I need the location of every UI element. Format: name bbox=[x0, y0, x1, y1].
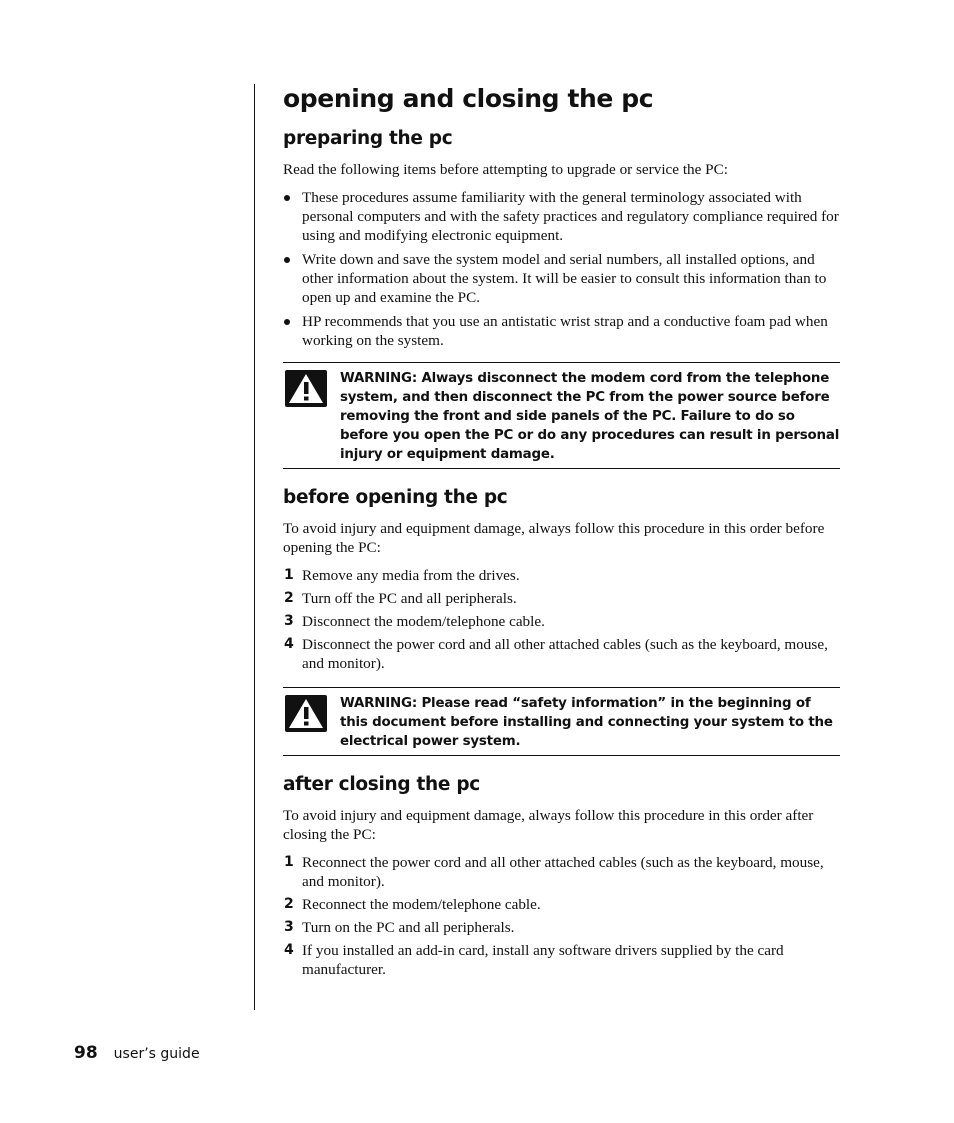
bullet-icon bbox=[284, 319, 290, 325]
step-number: 3 bbox=[284, 919, 294, 935]
section-heading-after-closing: after closing the pc bbox=[283, 774, 480, 795]
bullet-icon bbox=[284, 257, 290, 263]
preparing-bullet-list bbox=[283, 188, 840, 350]
step-number: 4 bbox=[284, 942, 294, 958]
list-item bbox=[283, 895, 840, 914]
page-content bbox=[283, 80, 840, 983]
margin-rule bbox=[254, 84, 255, 1010]
step-number: 1 bbox=[284, 854, 294, 870]
warning-triangle-icon bbox=[285, 370, 327, 407]
step-text: Turn on the PC and all peripherals. bbox=[302, 919, 515, 936]
warning-box-disconnect bbox=[283, 362, 840, 469]
list-item bbox=[283, 918, 840, 937]
list-item bbox=[283, 589, 840, 608]
warning-text: WARNING: Always disconnect the modem cord from the telephone system, and then disconnect the PC from the power source before removing the front and side panels of the PC. Failure to do so before you open the PC or do any procedures can result in personal injury or equipment damage. bbox=[340, 371, 840, 462]
after-closing-steps bbox=[283, 853, 840, 979]
page-footer bbox=[74, 1043, 200, 1063]
before-opening-intro: To avoid injury and equipment damage, always follow this procedure in this order before opening the PC: bbox=[283, 520, 825, 556]
section-heading-before-opening: before opening the pc bbox=[283, 487, 508, 508]
step-text: Reconnect the power cord and all other attached cables (such as the keyboard, mouse, and monitor). bbox=[302, 854, 824, 890]
preparing-intro: Read the following items before attempting to upgrade or service the PC: bbox=[283, 161, 728, 178]
step-number: 1 bbox=[284, 567, 294, 583]
step-text: If you installed an add-in card, install any software drivers supplied by the card manufacturer. bbox=[302, 942, 784, 978]
warning-triangle-icon bbox=[285, 695, 327, 732]
step-number: 4 bbox=[284, 636, 294, 652]
page-title: opening and closing the pc bbox=[283, 84, 654, 113]
step-number: 3 bbox=[284, 613, 294, 629]
step-text: Turn off the PC and all peripherals. bbox=[302, 590, 517, 607]
step-text: Reconnect the modem/telephone cable. bbox=[302, 896, 541, 913]
list-item bbox=[283, 566, 840, 585]
list-item bbox=[283, 612, 840, 631]
step-number: 2 bbox=[284, 590, 294, 606]
list-item bbox=[283, 941, 840, 979]
section-heading-preparing: preparing the pc bbox=[283, 128, 453, 149]
warning-box-safety bbox=[283, 687, 840, 756]
step-text: Disconnect the power cord and all other attached cables (such as the keyboard, mouse, and monitor). bbox=[302, 636, 828, 672]
page-number: 98 bbox=[74, 1043, 98, 1063]
step-text: Remove any media from the drives. bbox=[302, 567, 520, 584]
step-text: Disconnect the modem/telephone cable. bbox=[302, 613, 545, 630]
step-number: 2 bbox=[284, 896, 294, 912]
footer-doc-title: user’s guide bbox=[113, 1046, 200, 1062]
list-item: These procedures assume familiarity with the general terminology associated with personal computers and with the safety practices and regulatory compliance required for using and modifying electronic equipment. bbox=[283, 188, 840, 245]
list-item bbox=[283, 635, 840, 673]
list-item bbox=[283, 853, 840, 891]
warning-text: WARNING: Please read “safety information” in the beginning of this document before installing and connecting your system to the electrical power system. bbox=[340, 696, 833, 749]
after-closing-intro: To avoid injury and equipment damage, always follow this procedure in this order after closing the PC: bbox=[283, 807, 814, 843]
list-item: HP recommends that you use an antistatic wrist strap and a conductive foam pad when working on the system. bbox=[283, 312, 840, 350]
before-opening-steps bbox=[283, 566, 840, 673]
list-item: Write down and save the system model and serial numbers, all installed options, and other information about the system. It will be easier to consult this information than to open up and examine the PC. bbox=[283, 250, 840, 307]
bullet-icon bbox=[284, 195, 290, 201]
